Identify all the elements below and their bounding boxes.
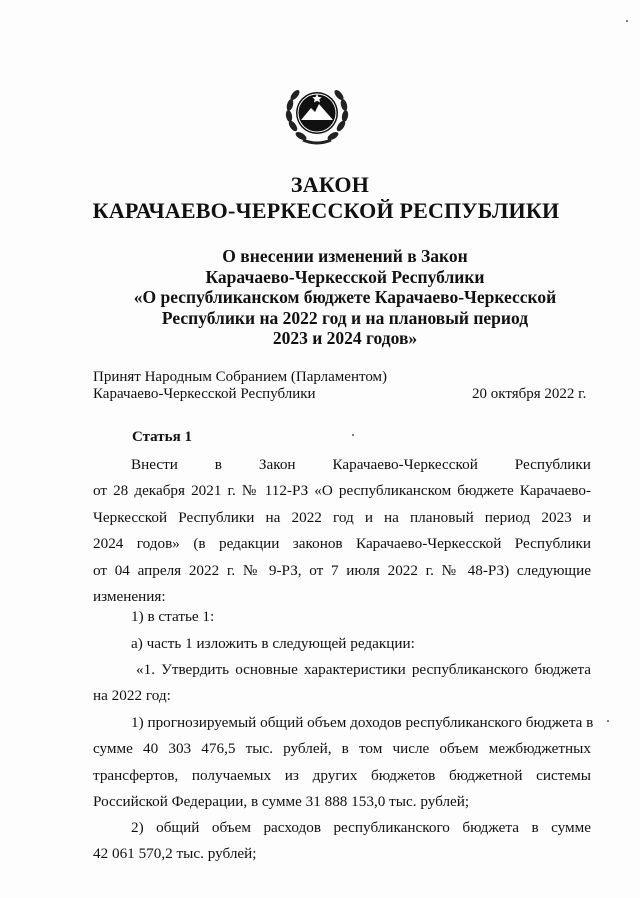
scan-speck — [352, 434, 354, 436]
sub-item-line: сумме 40 303 476,5 тыс. рублей, в том числе объем межбюджетных — [93, 740, 591, 758]
intro-line: Черкесской Республики на 2022 год и на плановый период 2023 и — [93, 508, 591, 526]
adoption-line: Карачаево-Черкесской Республики — [93, 386, 316, 402]
intro-word: Внести — [131, 456, 178, 473]
subtitle-line: Республики на 2022 год и на плановый период — [161, 307, 529, 328]
intro-line: от 04 апреля 2022 г. № 9-РЗ, от 7 июля 2022 г. № 48-РЗ) следующие — [93, 561, 591, 579]
intro-word: в — [214, 456, 222, 473]
quote-line: на 2022 год: — [93, 687, 171, 705]
intro-line: от 28 декабря 2021 г. № 112-РЗ «О республиканском бюджете Карачаево- — [93, 482, 591, 500]
item-1a: а) часть 1 изложить в следующей редакции: — [131, 635, 415, 652]
document-title: ЗАКОН — [290, 172, 370, 197]
subtitle-line: «О республиканском бюджете Карачаево-Черкесской — [133, 287, 557, 307]
subtitle-line: Карачаево-Черкесской Республики — [205, 266, 485, 287]
intro-line-last: изменения: — [93, 588, 166, 606]
scan-speck — [607, 720, 609, 722]
coat-of-arms-icon — [283, 80, 351, 148]
sub-item-line: трансфертов, получаемых из других бюджетов бюджетной системы — [93, 766, 591, 784]
intro-word: Республики — [514, 456, 591, 473]
sub-item-1 — [93, 710, 594, 816]
document-title-region: КАРАЧАЕВО-ЧЕРКЕССКОЙ РЕСПУБЛИКИ — [92, 198, 560, 223]
subtitle-line: О внесении изменений в Закон — [222, 246, 468, 266]
intro-word: Карачаево-Черкесской — [332, 456, 478, 473]
adoption-line: Принят Народным Собранием (Парламентом) — [93, 369, 388, 385]
quoted-part-1 — [93, 657, 591, 710]
article-intro — [93, 452, 591, 610]
sub-item-line: 2) общий объем расходов республиканского бюджета в сумме — [131, 819, 591, 836]
scan-speck — [626, 20, 628, 22]
sub-item-2 — [93, 815, 591, 868]
intro-word: Закон — [258, 456, 296, 473]
article-heading: Статья 1 — [132, 429, 192, 445]
item-1: 1) в статье 1: — [131, 608, 215, 625]
subtitle-line: 2023 и 2024 годов» — [272, 328, 418, 348]
sub-item-line: Российской Федерации, в сумме 31 888 153,0 тыс. рублей; — [93, 793, 470, 811]
adoption-body — [93, 369, 387, 403]
sub-item-line: 1) прогнозируемый общий объем доходов республиканского бюджета в — [131, 714, 594, 731]
adoption-date: 20 октября 2022 г. — [472, 386, 587, 402]
sub-item-line: 42 061 570,2 тыс. рублей; — [93, 845, 257, 863]
intro-first-line — [93, 452, 591, 478]
intro-line: 2024 годов» (в редакции законов Карачаево-Черкесской Республики — [93, 535, 591, 553]
law-subtitle — [100, 246, 590, 349]
quote-line: «1. Утвердить основные характеристики республиканского бюджета — [136, 661, 591, 678]
